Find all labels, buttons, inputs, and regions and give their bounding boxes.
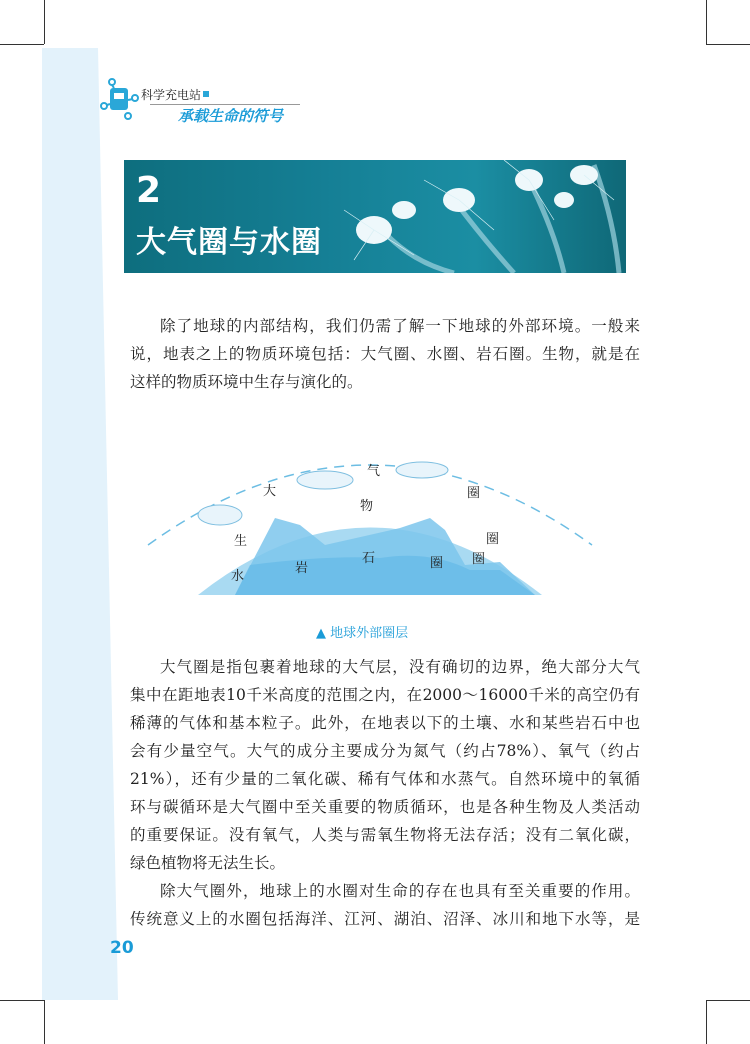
- caption-text: 地球外部圈层: [330, 626, 409, 641]
- text-line: 除大气圈外，地球上的水圈对生命的存在也具有至关重要的作用。: [160, 882, 640, 900]
- label-bio-2: 物: [360, 499, 374, 514]
- text-line: 除了地球的内部结构，我们仍需了解一下地球的外部环境。一般来: [160, 317, 640, 335]
- crop-mark: [706, 1000, 750, 1001]
- section-label: 科学充电站: [141, 88, 202, 102]
- label-water-2: 圈: [472, 552, 486, 567]
- label-rock-1: 岩: [295, 561, 309, 576]
- book-title: 承载生命的符号: [178, 107, 284, 125]
- label-rock-2: 石: [362, 551, 376, 566]
- label-bio-3: 圈: [486, 532, 500, 547]
- crop-mark: [44, 1000, 45, 1044]
- chapter-number: 2: [136, 170, 162, 211]
- text-line: 集中在距地表10千米高度的范围之内，在2000～16000千米的高空仍有: [130, 686, 640, 704]
- square-bullet-icon: [203, 91, 209, 97]
- label-atm-1: 大: [263, 484, 277, 499]
- label-water-1: 水: [231, 569, 245, 584]
- earth-spheres-diagram: [130, 420, 610, 600]
- triangle-icon: ▲: [316, 626, 326, 641]
- robot-mascot-icon: [100, 78, 140, 122]
- text-line: 21%），还有少量的二氧化碳、稀有气体和水蒸气。自然环境中的氧循: [130, 770, 640, 788]
- text-line: 会有少量空气。大气的成分主要成分为氮气（约占78%）、氧气（约占: [130, 742, 640, 760]
- label-rock-3: 圈: [430, 556, 444, 571]
- text-line: 绿色植物将无法生长。: [130, 854, 286, 872]
- figure-caption: [316, 622, 408, 641]
- page-number: 20: [110, 938, 134, 958]
- text-line: 这样的物质环境中生存与演化的。: [130, 373, 363, 391]
- text-line: 稀薄的气体和基本粒子。此外，在地表以下的土壤、水和某些岩石中也: [130, 714, 640, 732]
- text-line: 环与碳循环是大气圈中至关重要的物质循环，也是各种生物及人类活动: [130, 798, 640, 816]
- crop-mark: [706, 0, 707, 44]
- crop-mark: [0, 1000, 44, 1001]
- text-line: 传统意义上的水圈包括海洋、江河、湖泊、沼泽、冰川和地下水等，是: [130, 910, 640, 928]
- label-bio-1: 生: [234, 534, 248, 549]
- chapter-banner: [124, 160, 626, 273]
- crop-mark: [0, 44, 44, 45]
- text-line: 大气圈是指包裹着地球的大气层，没有确切的边界，绝大部分大气: [160, 658, 640, 676]
- text-line: 的重要保证。没有氧气，人类与需氧生物将无法存活；没有二氧化碳，: [130, 826, 640, 844]
- crop-mark: [706, 1000, 707, 1044]
- text-line: 说，地表之上的物质环境包括：大气圈、水圈、岩石圈。生物，就是在: [130, 345, 640, 363]
- jellyfish-illustration: [294, 160, 626, 273]
- label-atm-2: 气: [367, 464, 381, 479]
- crop-mark: [706, 44, 750, 45]
- label-atm-3: 圈: [467, 486, 481, 501]
- crop-mark: [44, 0, 45, 44]
- chapter-title: 大气圈与水圈: [136, 225, 322, 260]
